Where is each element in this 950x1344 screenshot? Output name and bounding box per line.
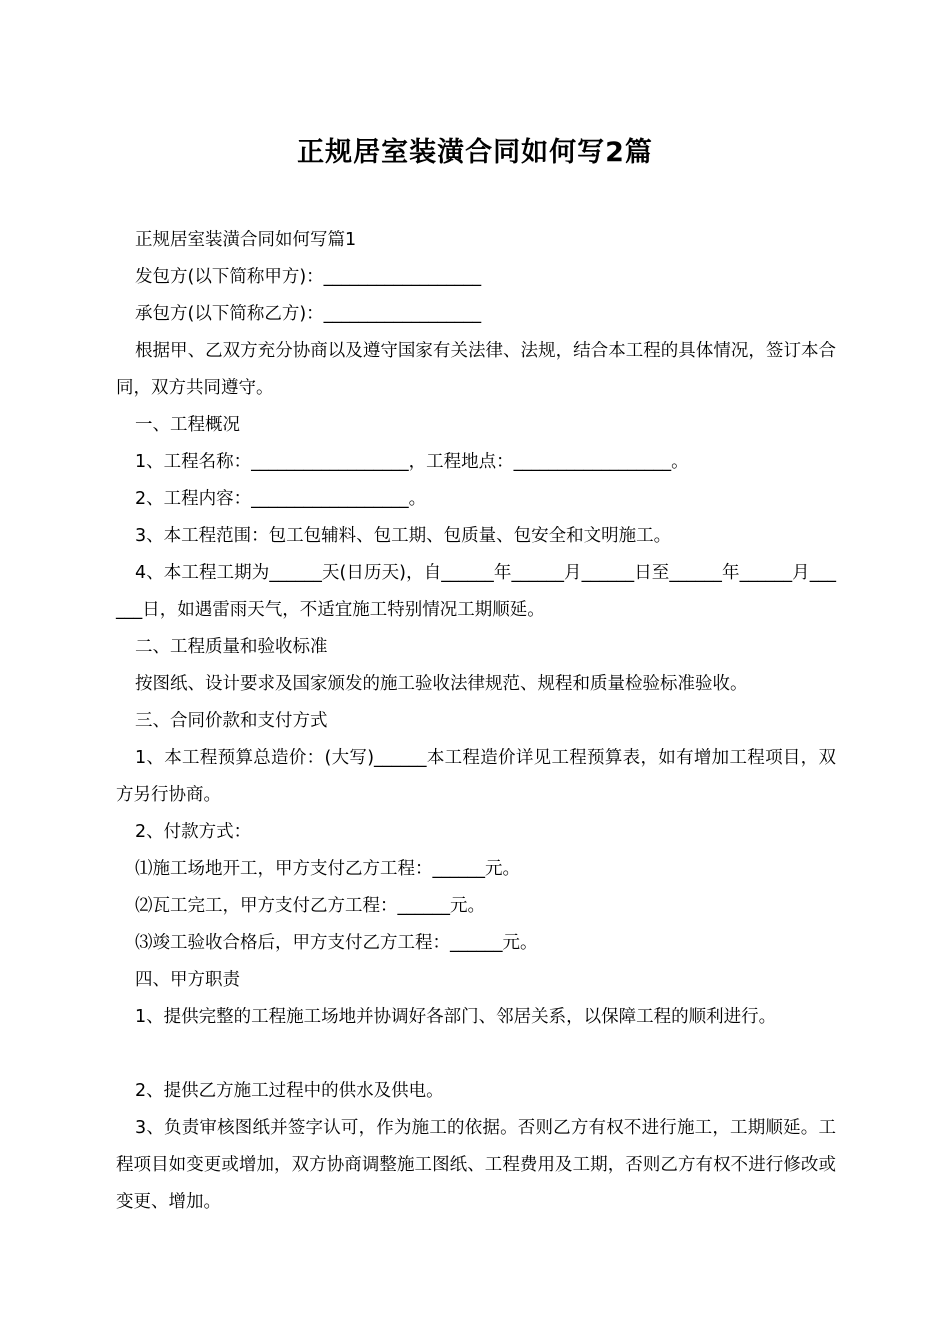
document-title: 正规居室装潢合同如何写2篇: [297, 137, 653, 168]
heading-quality: 二、工程质量和验收标准: [135, 637, 328, 657]
payment-item-1: ⑴施工场地开工，甲方支付乙方工程：______元。: [135, 859, 520, 879]
duty-item-1: 1、提供完整的工程施工场地并协调好各部门、邻居关系，以保障工程的顺利进行。: [135, 1007, 777, 1027]
party-a-line: 发包方(以下简称甲方)：__________________: [135, 267, 482, 287]
project-name-line: 1、工程名称：__________________，工程地点：__________________。: [135, 452, 689, 472]
document-body: [116, 222, 836, 1221]
payment-item-3: ⑶竣工验收合格后，甲方支付乙方工程：______元。: [135, 933, 538, 953]
heading-price-payment: 三、合同价款和支付方式: [135, 711, 328, 731]
budget-paragraph: 1、本工程预算总造价：(大写)______本工程造价详见工程预算表，如有增加工程项目，双方另行协商。: [116, 748, 836, 805]
project-content-line: 2、工程内容：__________________。: [135, 489, 427, 509]
heading-project-overview: 一、工程概况: [135, 415, 240, 435]
quality-paragraph: 按图纸、设计要求及国家颁发的施工验收法律规范、规程和质量检验标准验收。: [135, 674, 748, 694]
project-duration-paragraph: 4、本工程工期为______天(日历天)，自______年______月______日至______年______月______日，如遇雷雨天气，不适宜施工特别情况工期顺延。: [116, 563, 836, 620]
party-b-line: 承包方(以下简称乙方)：__________________: [135, 304, 482, 324]
duty-item-3: 3、负责审核图纸并签字认可，作为施工的依据。否则乙方有权不进行施工，工期顺延。工程项目如变更或增加，双方协商调整施工图纸、工程费用及工期，否则乙方有权不进行修改或变更、增加。: [116, 1118, 836, 1212]
payment-item-2: ⑵瓦工完工，甲方支付乙方工程：______元。: [135, 896, 485, 916]
duty-item-2: 2、提供乙方施工过程中的供水及供电。: [135, 1081, 444, 1101]
intro-paragraph: 根据甲、乙双方充分协商以及遵守国家有关法律、法规，结合本工程的具体情况，签订本合同，双方共同遵守。: [116, 341, 836, 398]
payment-method-line: 2、付款方式：: [135, 822, 252, 842]
project-scope-line: 3、本工程范围：包工包辅料、包工期、包质量、包安全和文明施工。: [135, 526, 672, 546]
section-heading: 正规居室装潢合同如何写篇1: [135, 230, 357, 250]
heading-party-a-duties: 四、甲方职责: [135, 970, 240, 990]
